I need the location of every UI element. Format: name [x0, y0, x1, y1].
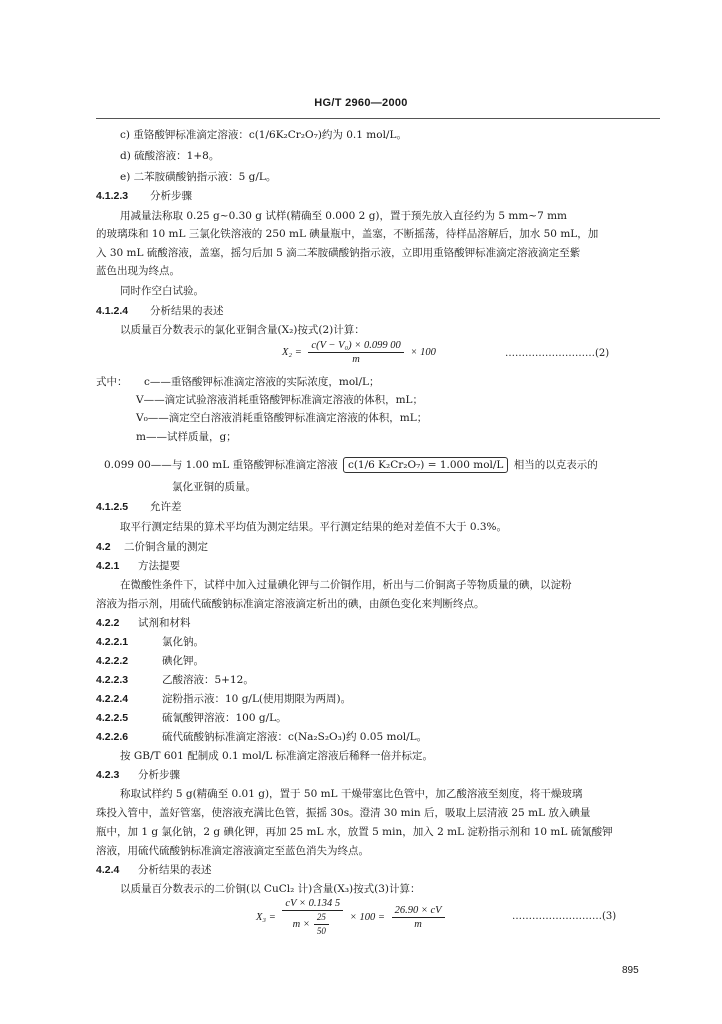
formula-fraction [282, 897, 343, 938]
definition-constant-cont: 氯化亚铜的质量。 [172, 481, 256, 493]
paragraph-line: 称取试样约 5 g(精确至 0.01 g)，置于 50 mL 干燥带塞比色管中，加乙酸溶液至刻度，将干燥玻璃 [120, 788, 583, 800]
item-text: 淀粉指示液：10 g/L(使用期限为两周)。 [162, 693, 352, 705]
formula-denominator: m [414, 919, 422, 930]
paragraph-line: 取平行测定结果的算术平均值为测定结果。平行测定结果的绝对差值不大于 0.3%。 [120, 521, 508, 533]
formula-lhs: X₂ = [282, 347, 302, 358]
header-rule [96, 118, 660, 119]
section-title: 分析结果的表述 [150, 305, 224, 317]
page-number: 895 [622, 965, 639, 976]
formula-numerator: 26.90 × cV [392, 904, 445, 918]
item-text: 碘化钾。 [162, 655, 204, 667]
item-number: 4.2.2.5 [96, 712, 129, 724]
item-text: 硫代硫酸钠标准滴定溶液：c(Na₂S₂O₃)约 0.05 mol/L。 [162, 731, 428, 743]
section-4-2-4 [96, 863, 212, 877]
formula-fraction-simplified [392, 904, 445, 931]
paragraph-line: 珠投入管中，盖好管塞，使溶液充满比色管，振摇 30s。澄清 30 min 后，吸取上层清液 25 mL 放入碘量 [96, 807, 591, 819]
formula-fraction [308, 339, 403, 366]
item-text: 乙酸溶液：5+12。 [162, 674, 254, 686]
definition-v: V——滴定试验溶液消耗重铬酸钾标准滴定溶液的体积，mL； [136, 394, 424, 406]
paragraph-line: 溶液，用硫代硫酸钠标准滴定溶液滴定至蓝色消失为终点。 [96, 845, 369, 857]
paragraph-line: 同时作空白试验。 [120, 285, 204, 297]
reagent-e: e) 二苯胺磺酸钠指示液：5 g/L。 [120, 171, 277, 183]
formula-3 [256, 897, 449, 938]
reagent-item [96, 730, 427, 744]
formula-denominator: m [352, 354, 360, 366]
item-text: 氯化钠。 [162, 636, 204, 648]
paragraph-line: 溶液为指示剂，用硫代硫酸钠标准滴定溶液滴定析出的碘，由颜色变化来判断终点。 [96, 598, 485, 610]
section-number: 4.2.2 [96, 617, 120, 629]
inner-numerator: 25 [314, 911, 329, 925]
section-title: 试剂和材料 [138, 617, 191, 629]
formula-2-label: ………………………(2) [505, 348, 610, 359]
item-number: 4.2.2.6 [96, 731, 129, 743]
paragraph-line: 入 30 mL 硫酸溶液，盖塞，摇匀后加 5 滴二苯胺磺酸钠指示液，立即用重铬酸钾标准滴定溶液滴定至紫 [96, 247, 581, 259]
reagent-item [96, 673, 254, 687]
definition-c: c——重铬酸钾标准滴定溶液的实际浓度，mol/L； [144, 376, 380, 388]
constant-text: 0.099 00——与 1.00 mL 重铬酸钾标准滴定溶液 [104, 459, 338, 471]
item-number: 4.2.2.4 [96, 693, 129, 705]
section-title: 方法提要 [138, 560, 180, 572]
section-4-1-2-4 [96, 304, 224, 318]
item-number: 4.2.2.3 [96, 674, 129, 686]
section-title: 分析步骤 [138, 769, 180, 781]
concentration-bracket: c(1/6 K₂Cr₂O₇) = 1.000 mol/L [343, 457, 508, 473]
section-title: 允许差 [150, 501, 182, 513]
formula-3-label: ………………………(3) [512, 911, 617, 922]
formula-numerator: cV × 0.134 5 [282, 897, 343, 911]
paragraph-line: 以质量百分数表示的二价铜(以 CuCl₂ 计)含量(X₃)按式(3)计算： [120, 883, 421, 895]
paragraph-line: 蓝色出现为终点。 [96, 265, 180, 277]
standard-header: HG/T 2960—2000 [314, 97, 408, 109]
section-title: 分析结果的表述 [138, 864, 212, 876]
paragraph-line: 按 GB/T 601 配制成 0.1 mol/L 标准滴定溶液后稀释一倍并标定。 [120, 750, 434, 762]
section-4-1-2-5 [96, 500, 182, 514]
section-number: 4.1.2.3 [96, 190, 129, 202]
denominator-prefix: m × [292, 918, 310, 930]
section-title: 二价铜含量的测定 [124, 541, 208, 553]
inner-fraction [314, 911, 329, 938]
reagent-item [96, 635, 204, 649]
reagent-item [96, 711, 287, 725]
section-number: 4.2.4 [96, 864, 120, 876]
section-4-2 [96, 540, 208, 554]
definition-v0: V₀——滴定空白溶液消耗重铬酸钾标准滴定溶液的体积，mL； [136, 412, 428, 424]
definition-m: m——试样质量，g； [136, 431, 237, 443]
reagent-d: d) 硫酸溶液：1+8。 [120, 150, 220, 162]
formula-numerator: c(V − V₀) × 0.099 00 [308, 339, 403, 353]
section-number: 4.1.2.4 [96, 305, 129, 317]
formula-denominator [290, 911, 336, 938]
item-number: 4.2.2.2 [96, 655, 129, 667]
paragraph-line: 瓶中，加 1 g 氯化钠，2 g 碘化钾，再加 25 mL 水，放置 5 min，加入 2 mL 淀粉指示剂和 10 mL 硫氰酸钾 [96, 826, 613, 838]
paragraph-line: 以质量百分数表示的氯化亚铜含量(X₂)按式(2)计算： [120, 324, 365, 336]
formula-mid: × 100 = [349, 911, 385, 923]
where-label: 式中： [96, 376, 128, 388]
section-number: 4.2.1 [96, 560, 120, 572]
item-text: 硫氰酸钾溶液：100 g/L。 [162, 712, 287, 724]
reagent-item [96, 654, 204, 668]
section-4-2-1 [96, 559, 180, 573]
formula-2 [282, 339, 436, 367]
section-4-2-2 [96, 616, 191, 630]
section-4-2-3 [96, 768, 180, 782]
section-number: 4.1.2.5 [96, 501, 129, 513]
paragraph-line: 的玻璃珠和 10 mL 三氯化铁溶液的 250 mL 碘量瓶中，盖塞，不断摇荡，待样品溶解后，加水 50 mL，加 [96, 228, 599, 240]
section-number: 4.2.3 [96, 769, 120, 781]
section-4-1-2-3 [96, 189, 192, 203]
paragraph-line: 用减量法称取 0.25 g~0.30 g 试样(精确至 0.000 2 g)，置于预先放入直径约为 5 mm~7 mm [120, 210, 568, 222]
reagent-c: c) 重铬酸钾标准滴定溶液：c(1/6K₂Cr₂O₇)约为 0.1 mol/L。 [120, 129, 407, 141]
reagent-item [96, 692, 351, 706]
formula-tail: × 100 [410, 347, 436, 358]
inner-denominator: 50 [316, 926, 326, 936]
item-number: 4.2.2.1 [96, 636, 129, 648]
constant-text-end: 相当的以克表示的 [513, 459, 598, 471]
formula-lhs: X₃ = [256, 911, 276, 923]
section-title: 分析步骤 [150, 190, 192, 202]
definition-constant [104, 458, 598, 472]
section-number: 4.2 [96, 541, 111, 553]
paragraph-line: 在微酸性条件下，试样中加入过量碘化钾与二价铜作用，析出与二价铜离子等物质量的碘，以淀粉 [120, 579, 572, 591]
